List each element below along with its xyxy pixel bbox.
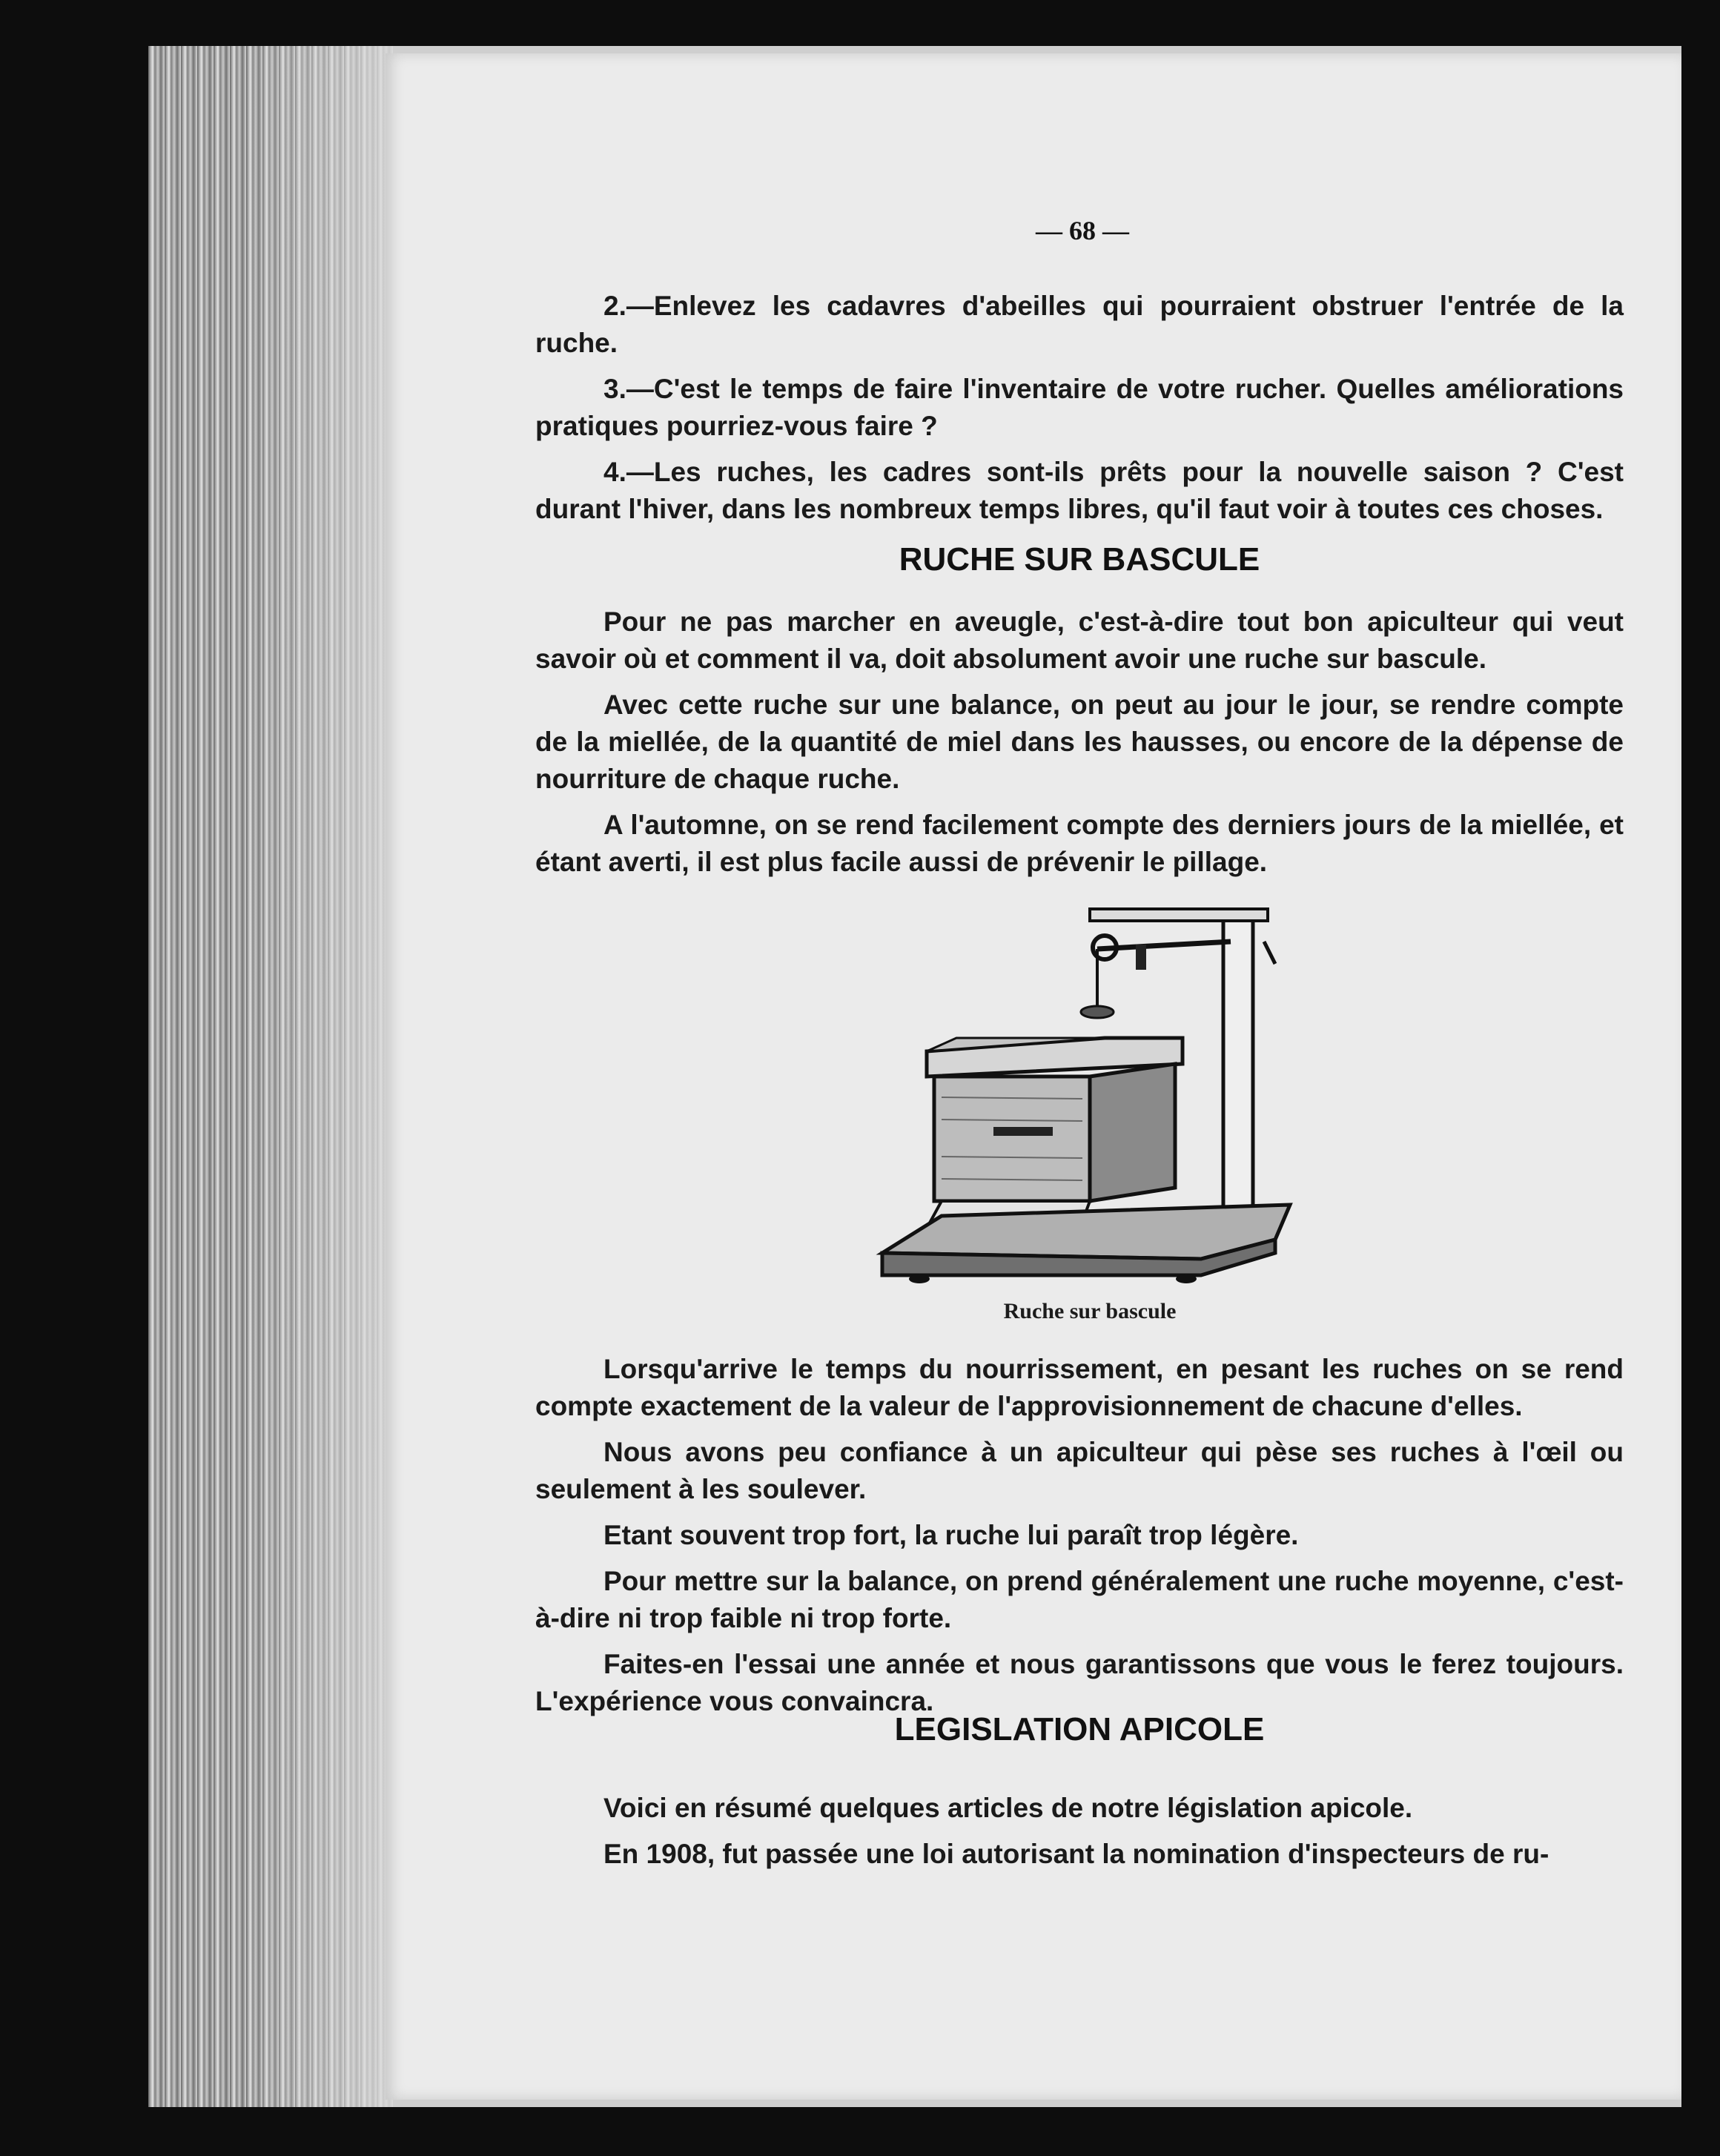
paragraph: Nous avons peu confiance à un apiculteur qui pèse ses ruches à l'œil ou seulement à les soulever.: [535, 1437, 1624, 1504]
page-number: — 68 —: [1036, 216, 1129, 245]
paragraph: Voici en résumé quelques articles de notre législation apicole.: [603, 1793, 1413, 1823]
section1-text-continued: [535, 1351, 1624, 1729]
paragraph: 4.—Les ruches, les cadres sont-ils prêts pour la nouvelle saison ? C'est durant l'hiver, dans les nombreux temps libres, qu'il faut voir à toutes ces choses.: [535, 457, 1624, 524]
paragraph: Pour ne pas marcher en aveugle, c'est-à-dire tout bon apiculteur qui veut savoir où et comment il va, doit absolument avoir une ruche sur bascule.: [535, 606, 1624, 674]
section-heading: RUCHE SUR BASCULE: [899, 541, 1260, 578]
paragraph: En 1908, fut passée une loi autorisant la nomination d'inspecteurs de ru-: [603, 1839, 1549, 1869]
paragraph: 2.—Enlevez les cadavres d'abeilles qui pourraient obstruer l'entrée de la ruche.: [535, 291, 1624, 358]
page-edges-shadow: [245, 46, 393, 2107]
paragraph: Lorsqu'arrive le temps du nourrissement, en pesant les ruches on se rend compte exactement de la valeur de l'approvisionnement de chacune d'elles.: [535, 1354, 1624, 1421]
section-heading: LEGISLATION APICOLE: [894, 1711, 1265, 1747]
paragraph: Faites-en l'essai une année et nous garantissons que vous le ferez toujours. L'expérience vous convaincra.: [535, 1649, 1624, 1716]
figure-caption: Ruche sur bascule: [1003, 1299, 1177, 1323]
paragraph: 3.—C'est le temps de faire l'inventaire de votre rucher. Quelles améliorations pratiques pourriez-vous faire ?: [535, 374, 1624, 441]
section1-text: [535, 604, 1624, 890]
paragraph: A l'automne, on se rend facilement compte des derniers jours de la miellée, et étant averti, il est plus facile aussi de prévenir le pillage.: [535, 810, 1624, 877]
paragraph: Avec cette ruche sur une balance, on peut au jour le jour, se rendre compte de la miellée, de la quantité de miel dans les hausses, ou encore de la dépense de nourriture de chaque ruche.: [535, 690, 1624, 794]
paragraph: Pour mettre sur la balance, on prend généralement une ruche moyenne, c'est-à-dire ni trop faible ni trop forte.: [535, 1566, 1624, 1633]
hive-on-scale-illustration: [875, 905, 1305, 1290]
paragraph: Etant souvent trop fort, la ruche lui paraît trop légère.: [603, 1520, 1299, 1550]
section2-text: [535, 1790, 1624, 1882]
intro-text: [535, 288, 1624, 537]
